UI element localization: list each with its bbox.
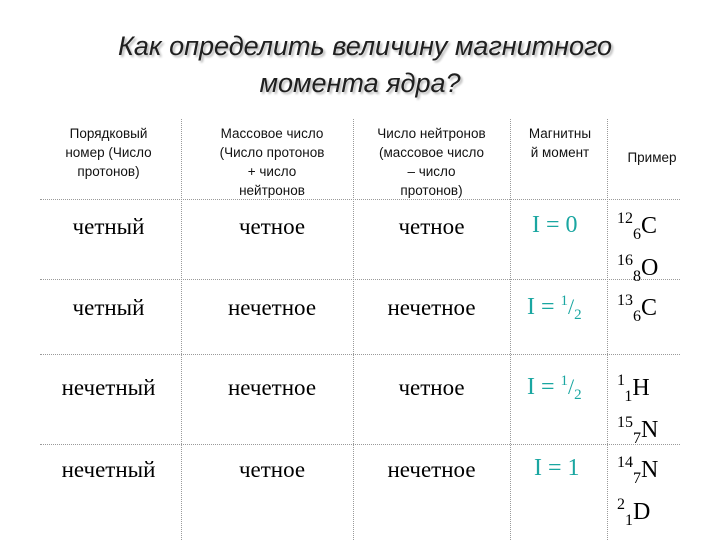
header-example (612, 148, 692, 167)
atomic-number: 6 (633, 226, 641, 243)
nuclide-example (617, 372, 650, 405)
magnetic-moment-value (527, 374, 582, 401)
moment-whole: 1 (567, 455, 580, 481)
header-line: Пример (627, 150, 677, 165)
grid-divider (40, 444, 680, 445)
moment-whole: 0 (565, 212, 578, 238)
mass-number: 16 (617, 252, 633, 269)
nuclide-example (617, 454, 659, 487)
cell-neutron-parity: четное (398, 214, 465, 239)
nuclide-example (617, 414, 659, 447)
header-neutron-number (353, 124, 510, 200)
cell-mass-parity: нечетное (227, 295, 317, 320)
header-line: – число (407, 164, 456, 179)
cell-neutron-parity: нечетное (387, 295, 476, 320)
moment-denominator: 2 (574, 387, 582, 403)
header-line: й момент (530, 145, 590, 160)
header-magnetic-moment (510, 124, 610, 162)
moment-denominator: 2 (574, 307, 582, 323)
cell-mass-parity: четное (238, 457, 306, 482)
header-line: Порядковый (69, 126, 148, 141)
mass-number: 14 (617, 454, 633, 471)
grid-divider (40, 279, 680, 280)
mass-number: 12 (617, 210, 633, 227)
moment-numerator: 1 (560, 373, 569, 389)
magnetic-moment-value (527, 294, 582, 321)
cell-neutron-parity: нечетное (387, 457, 476, 482)
cell-mass-parity: нечетное (227, 375, 317, 400)
header-line: + число (247, 164, 297, 179)
grid-divider (607, 119, 608, 540)
atomic-number: 1 (625, 512, 633, 529)
header-line: Магнитны (528, 126, 592, 141)
fraction-slash: / (568, 374, 575, 399)
mass-number: 2 (617, 496, 625, 513)
header-line: (массовое число (378, 145, 485, 160)
magnetic-moment-value (534, 455, 580, 482)
mass-number: 13 (617, 292, 633, 309)
nuclide-example (617, 292, 658, 325)
moment-numerator: 1 (560, 293, 569, 309)
header-mass-number (191, 124, 353, 200)
grid-divider (181, 119, 182, 540)
cell-proton-parity: четный (72, 295, 145, 320)
atomic-number: 1 (624, 388, 633, 405)
element-symbol: N (641, 417, 659, 443)
fraction-slash: / (568, 294, 575, 319)
moment-prefix: I = (527, 294, 561, 320)
element-symbol: C (641, 213, 658, 239)
title-line-2: момента ядра? (259, 68, 461, 98)
element-symbol: N (641, 457, 659, 483)
grid-divider (510, 119, 511, 540)
mass-number: 15 (617, 414, 633, 431)
atomic-number: 7 (633, 470, 641, 487)
atomic-number: 7 (633, 430, 641, 447)
mass-number: 1 (617, 372, 625, 389)
title-line-1: Как определить величину магнитного (117, 31, 613, 61)
header-proton-number (36, 124, 181, 181)
header-line: номер (Число (65, 145, 152, 160)
magnetic-moment-value (532, 212, 578, 239)
slide-title (0, 28, 720, 102)
cell-proton-parity: нечетный (61, 457, 156, 482)
nuclide-example (617, 496, 651, 529)
element-symbol: O (641, 255, 659, 281)
cell-mass-parity: четное (238, 214, 306, 239)
header-line: (Число протонов (219, 145, 325, 160)
moment-prefix: I = (532, 212, 566, 238)
moment-prefix: I = (527, 374, 561, 400)
atomic-number: 6 (633, 308, 641, 325)
header-line: Число нейтронов (377, 126, 486, 141)
atomic-number: 8 (633, 268, 641, 285)
cell-proton-parity: нечетный (61, 375, 156, 400)
cell-neutron-parity: четное (398, 375, 465, 400)
header-line: нейтронов (239, 183, 305, 198)
moment-prefix: I = (534, 455, 568, 481)
grid-divider (40, 354, 680, 355)
header-line: Массовое число (220, 126, 324, 141)
nuclide-example (617, 252, 659, 285)
element-symbol: D (633, 499, 651, 525)
element-symbol: C (641, 295, 658, 321)
header-line: протонов) (77, 164, 140, 179)
element-symbol: H (632, 375, 650, 401)
nuclide-example (617, 210, 658, 243)
cell-proton-parity: четный (72, 214, 145, 239)
header-line: протонов) (400, 183, 463, 198)
